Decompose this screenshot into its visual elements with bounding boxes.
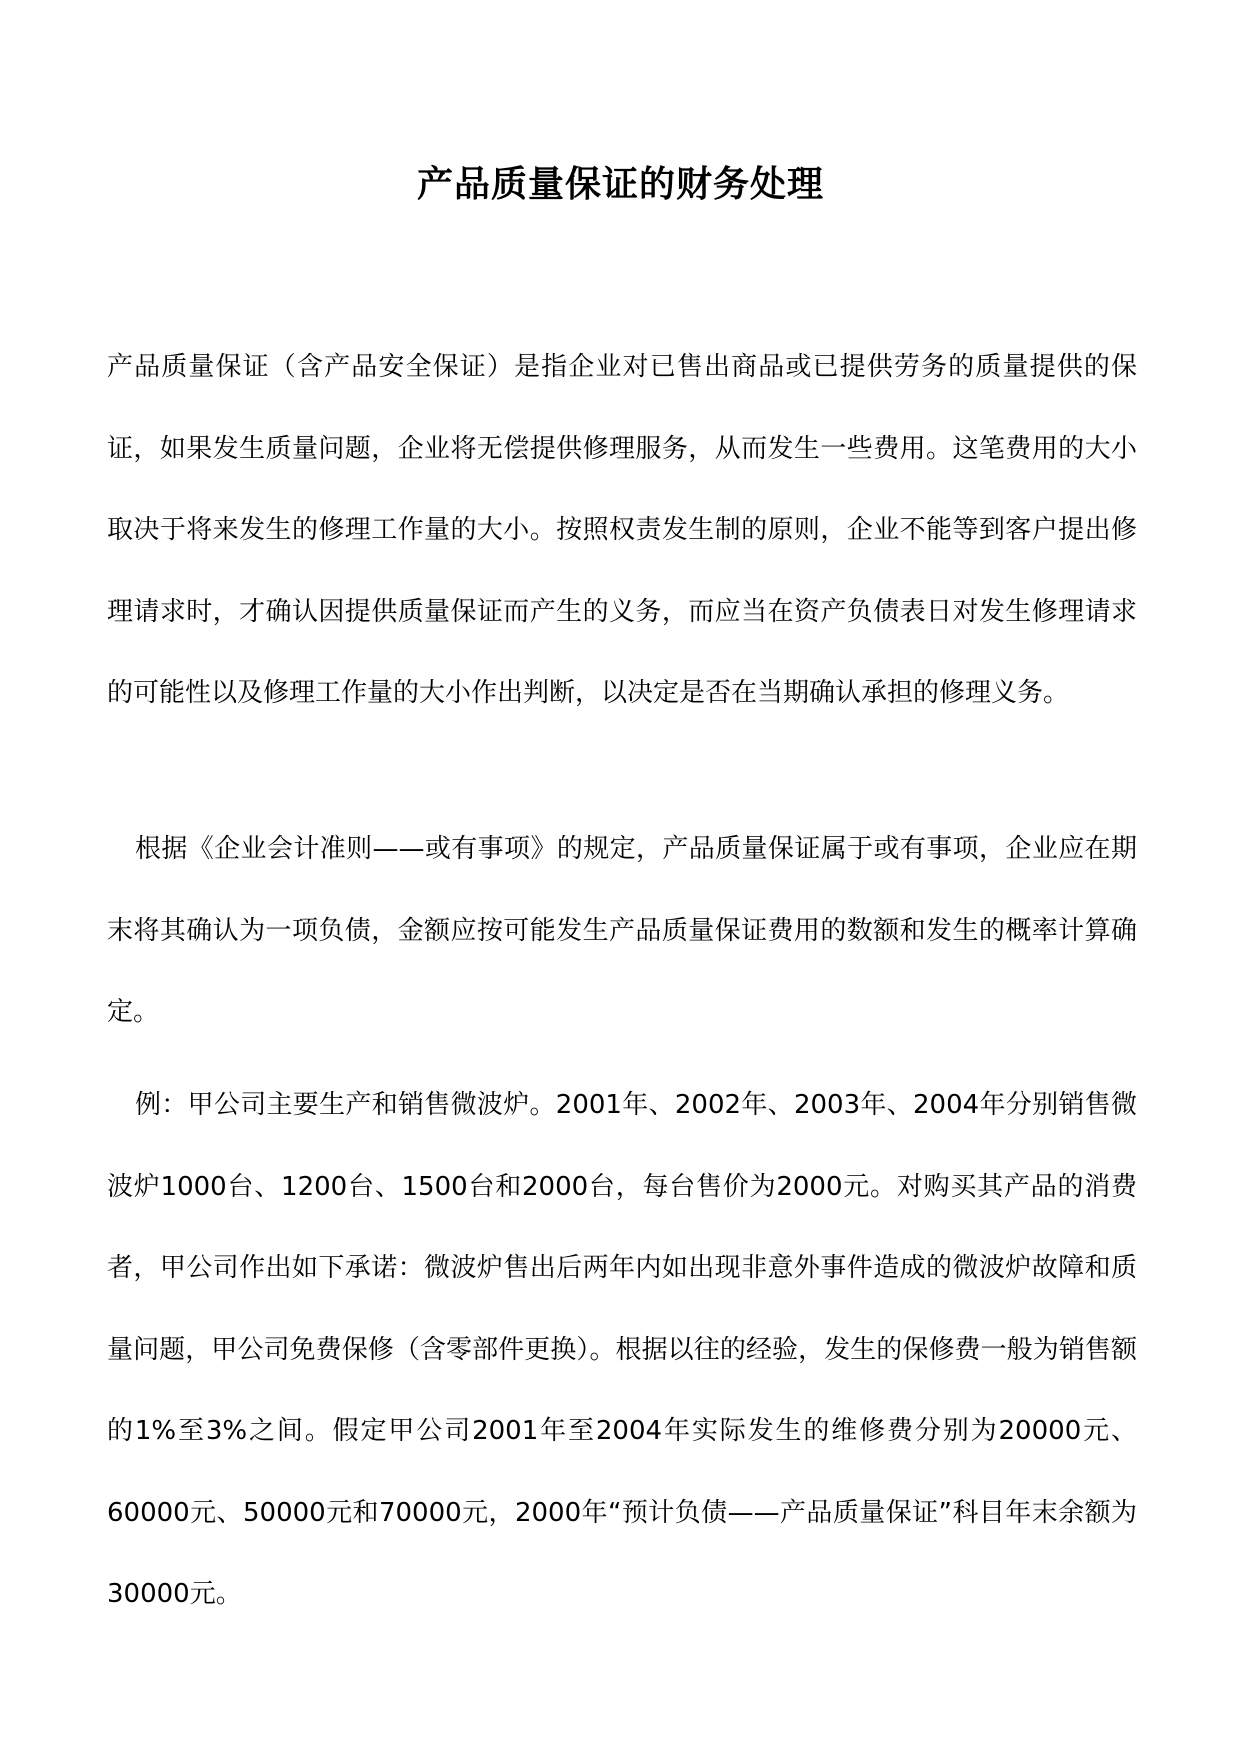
paragraph-definition: 产品质量保证（含产品安全保证）是指企业对已售出商品或已提供劳务的质量提供的保证，如果发生质量问题，企业将无偿提供修理服务，从而发生一些费用。这笔费用的大小取决于将来发生的修理工作量的大小。按照权责发生制的原则，企业不能等到客户提出修理请求时，才确认因提供质量保证而产生的义务，而应当在资产负债表日对发生修理请求的可能性以及修理工作量的大小作出判断，以决定是否在当期确认承担的修理义务。 [107,352,1137,708]
paragraph-accounting-standard: 根据《企业会计准则——或有事项》的规定，产品质量保证属于或有事项，企业应在期末将其确认为一项负债，金额应按可能发生产品质量保证费用的数额和发生的概率计算确定。 [107,834,1137,1027]
paragraph-example: 例：甲公司主要生产和销售微波炉。2001年、2002年、2003年、2004年分别销售微波炉1000台、1200台、1500台和2000台，每台售价为2000元。对购买其产品的消费者，甲公司作出如下承诺：微波炉售出后两年内如出现非意外事件造成的微波炉故障和质量问题，甲公司免费保修（含零部件更换）。根据以往的经验，发生的保修费一般为销售额的1%至3%之间。假定甲公司2001年至2004年实际发生的维修费分别为20000元、60000元、50000元和70000元，2000年“预计负债——产品质量保证”科目年末余额为30000元。 [107,1090,1137,1609]
document-title: 产品质量保证的财务处理 [416,163,824,205]
